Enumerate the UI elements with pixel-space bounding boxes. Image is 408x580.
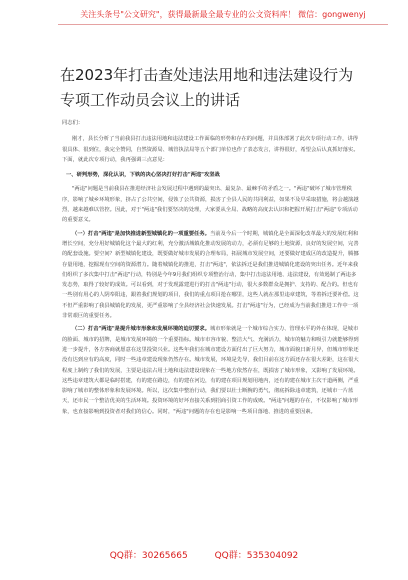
promo-banner[interactable]: 关注头条号"公文研究"，获得最新最全最专业的公文资料库！ 微信：gongwenyj [80, 10, 366, 19]
banner-divider [58, 24, 388, 25]
footer-qq-group-1[interactable]: QQ群：30265665 [109, 551, 188, 561]
greeting: 同志们： [62, 120, 84, 126]
document-title: 在2023年打击查处违法用地和违法建设行为专项工作动员会议上的讲话 [60, 66, 354, 109]
paragraph-urbanization [62, 229, 360, 322]
paragraph-city-image [62, 324, 360, 417]
footer-contact [0, 548, 408, 561]
paragraph-city-image-text: 城市形象就是一个城市综合实力、管理水平的外在体现，是城市的脸面、城市的招牌，是城市发展环境的一个重要指标。城市市容市貌、整洁大气、充满活力，城市的魅力和吸引力就能够得到进一步提升，各方客商就愿意在这里投资兴业。这些年我们在城市建设方面付出了巨大努力，城市面貌日新月异，但城市形象还没有达到应有的高度，同时一些违章建设现象仍然存在。城市发展，环境是先导，我们目前在这方面还存在很大差距，这在很大程度上制约了我们的发展，主要是违法占用土地和违法建设现象在一些地方依然存在，既损害了城市形象，又影响了发展环境。这些违章建筑大都是临时搭建，有的建在路边，有的建在河边，有的建在项目规划用地内，还有的建在城市主次干道两侧，严重影响了城市的整体形象和发展环境。所以，这次集中整治行动，我们要以壮士断腕的勇气，彻底拆除违章建筑，还城市一片蓝天，还市民一个整洁优美的生活环境。投资环境的好坏直接关系到招商引资工作的成败。"两违"问题的存在，不仅影响了城市形象，也直接影响到投资者对我们的信心。同时，"两违"问题的存在也是影响一些项目落地、推进的重要因素。 [62, 326, 359, 415]
paragraph-urbanization-text: 当前及今后一个时期，城镇化是全面深化改革最大的发展红利和增长空间，充分用好城镇化这个最大的红利，充分激活城镇化推动发展的动力，必须有足够的土地资源，良好的发展空间，完善的配套设施。要空间？新型城镇化建设，既要做好城市发展的合理布局，拓展城市发展空间，还要做好建成区的改造提升，腾挪存量用地，挖掘现有空间的资源潜力。随着城镇化的推进，打击"两违"，依法拆迁是我们推进城镇化建设的突出任务。近年来我们组织了多次集中打击"两违"行动，特别是今年9月我们组织专项整治行动，集中打击违法用地、违法建设，有效遏制了两违多发态势，取得了较好的成效。可以看到，对于发现露建进行的打击"两违"行动，很大多数群众是拥护、支持的、配合的。但也有一些别有用心的人阴奉阳违，跟着我们规划的项目，我们的重点项目抢在哪里，这些人就在那里违章建筑，等着拆迁要补偿。这不但严重影响了我县城镇化的发展，更严重影响了全县经济社会快速发展。打击"两违"行为，已经成为当前我们推进工作中一项非常艰巨的重要任务。 [62, 230, 359, 320]
subheading-1: （一）打击"两违"是加快推进新型城镇化的一项重要任务。 [72, 230, 210, 237]
subheading-2: （二）打击"两违"是提升城市形象和发展环境的迫切要求。 [72, 326, 210, 333]
footer-qq-group-2[interactable]: QQ群：535304092 [214, 551, 299, 561]
paragraph-situation: "两违"问题是当前我县在推进经济社会发展过程中遇到的最突出、最复杂、最棘手的矛盾之一。"两违"破坏了城市管理秩序，影响了城乡环境形象，挤占了公共空间，侵蚀了公共资源，损害了全县人民的共同利益，如果不及早采取措施，将会越演越烈，越来越难以管控。因此，对于"两违"我们要坚决的处理，大家要从全局、战略的高度去认识和把握开展打击"两违"专项活动的重要意义。 [62, 186, 359, 224]
paragraph-intro: 刚才，县长分析了当前我县打击违法用地和违法建设工作面临的形势和存在的问题，并具体部署了此次专项行动工作，讲得很具体、很到位，我完全赞同，自然资源局、城管执法局等五个部门单位也作了表态发言，讲得很好，希望会后认真抓好落实。下面，就此次专项行动，我再强调三点意见： [62, 136, 359, 163]
section-heading-1: 一、研判形势，深化认识，下铁的决心坚决打好打击"两违"攻坚战 [66, 172, 220, 179]
document-body [62, 118, 360, 420]
